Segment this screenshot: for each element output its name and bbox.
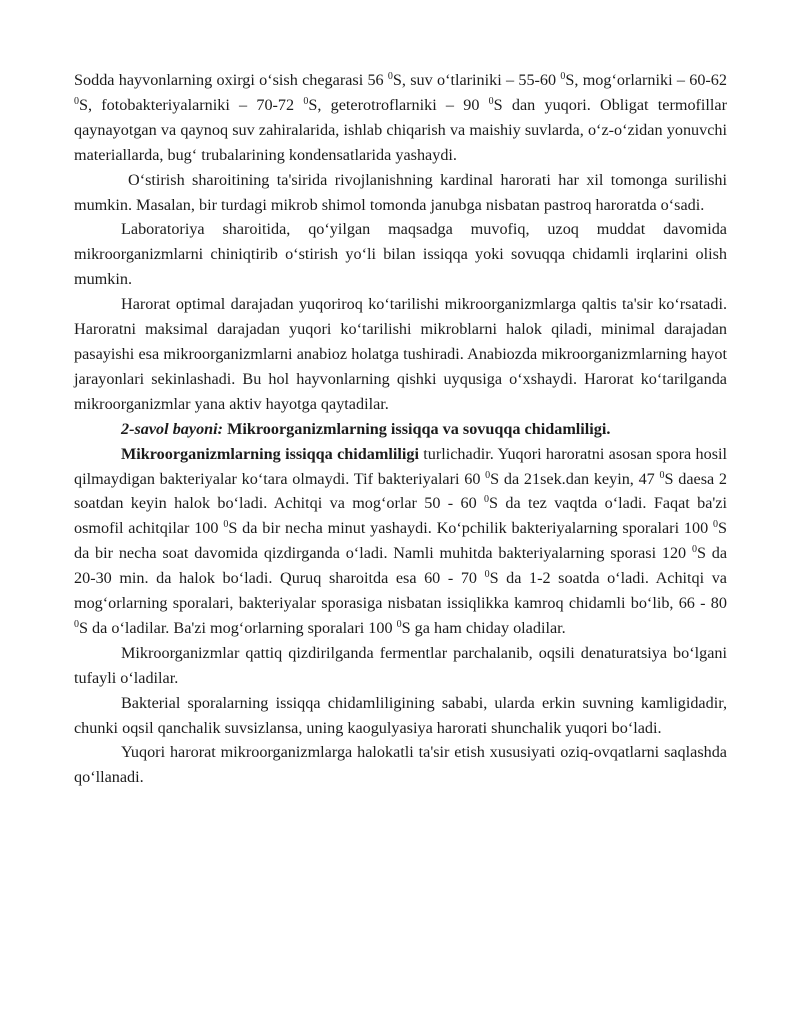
text-run: S, mog‘orlarniki – 60-62: [565, 71, 727, 89]
degree-sup: 0: [485, 469, 491, 481]
text-run: S da 20-30 min. da halok bo‘ladi. Quruq sharoitda esa 60 - 70: [74, 544, 727, 588]
paragraph-lead-term: Mikroorganizmlarning issiqqa chidamliligi: [121, 444, 419, 463]
paragraph-laboratory-conditions: Laboratoriya sharoitida, qo‘yilgan maqsadga muvofiq, uzoq muddat davomida mikroorganizmlarni chiniqtirib o‘stirish yo‘li bilan issiqqa yoki sovuqqa chidamli irqlarini olish mumkin.: [74, 220, 727, 289]
section-heading: [74, 417, 727, 442]
text-run: S daesa 2 soatdan keyin halok bo‘ladi. Achitqi va mog‘orlar 50 - 60: [74, 469, 728, 513]
degree-sup: 0: [691, 544, 697, 556]
degree-sup: 0: [488, 95, 494, 107]
degree-sup: 0: [560, 71, 566, 82]
degree-sup: 0: [659, 469, 665, 481]
degree-sup: 0: [387, 71, 393, 82]
degree-sup: 0: [396, 618, 402, 630]
text-run: S da 21sek.dan keyin, 47: [490, 469, 660, 488]
text-run: S, geterotroflarniki – 90: [308, 95, 489, 114]
paragraph-heat-resistance: [74, 442, 727, 641]
degree-sup: 0: [484, 569, 490, 581]
paragraph-optimal-temperature: Harorat optimal darajadan yuqoriroq ko‘tarilishi mikroorganizmlarga qaltis ta'sir ko‘rsatadi. Haroratni maksimal darajadan yuqori ko‘tarilishi mikroblarni halok qiladi, minimal darajadan pasayishi esa mikroorganizmlarni anabioz holatga tushiradi. Anabiozda mikroorganizmlarning hayot jarayonlari sekinlashadi. Bu hol hayvonlarning qishki uyqusiga o‘xshaydi. Harorat ko‘tarilganda mikroorganizmlar yana aktiv hayotga qaytadilar.: [74, 295, 727, 413]
question-label: 2-savol bayoni:: [121, 419, 224, 438]
section-title: Mikroorganizmlarning issiqqa va sovuqqa chidamliligi.: [223, 419, 611, 438]
degree-sup: 0: [303, 95, 309, 107]
text-run: turlichadir. Yuqori haroratni asosan spora hosil qilmaydigan bakteriyalar ko‘tara olmaydi. Tif bakteriyalari 60: [74, 444, 728, 488]
paragraph-cardinal-temperature: O‘stirish sharoitining ta'sirida rivojlanishning kardinal harorati har xil tomonga surilishi mumkin. Masalan, bir turdagi mikrob shimol tomonda janubga nisbatan pastroq haroratda o‘sadi.: [74, 170, 727, 214]
degree-sup: 0: [712, 519, 718, 531]
text-run: Sodda hayvonlarning oxirgi o‘sish chegarasi 56: [74, 71, 388, 89]
paragraph-growth-limits: [74, 68, 727, 168]
text-run: S ga ham chiday oladilar.: [401, 618, 566, 637]
document-page: [74, 68, 727, 790]
text-run: S da tez vaqtda o‘ladi. Faqat ba'zi osmofil achitqilar 100: [74, 494, 727, 538]
paragraph-food-preservation: Yuqori harorat mikroorganizmlarga halokatli ta'sir etish xususiyati oziq-ovqatlarni saqlashda qo‘llanadi.: [74, 743, 727, 787]
paragraph-protein-denaturation: Mikroorganizmlar qattiq qizdirilganda fermentlar parchalanib, oqsili denaturatsiya bo‘lgani tufayli o‘ladilar.: [74, 643, 727, 687]
text-run: S dan yuqori. Obligat termofillar qaynayotgan va qaynoq suv zahiralarida, ishlab chiqarish va maishiy suvlarda, o‘z-o‘zidan yonuvchi materiallarda, bug‘ trubalarining kondensatlarida yashaydi.: [74, 95, 727, 164]
degree-sup: 0: [74, 95, 79, 107]
text-run: S da 1-2 soatda o‘ladi. Achitqi va mog‘orlarning sporalari, bakteriyalar sporasiga nisbatan issiqlikka kamroq chidamli bo‘lib, 66 - 80: [74, 569, 727, 613]
text-run: S da bir necha soat davomida qizdirganda o‘ladi. Namli muhitda bakteriyalarning sporasi 120: [74, 519, 727, 563]
text-run: S da o‘ladilar. Ba'zi mog‘orlarning sporalari 100: [79, 618, 397, 637]
paragraph-spore-resistance: Bakterial sporalarning issiqqa chidamliligining sababi, ularda erkin suvning kamligidadir, chunki oqsil qanchalik suvsizlansa, uning kaogulyasiya harorati shunchalik yuqori bo‘ladi.: [74, 693, 727, 737]
text-run: S da bir necha minut yashaydi. Ko‘pchilik bakteriyalarning sporalari 100: [228, 519, 713, 538]
degree-sup: 0: [223, 519, 229, 531]
text-run: S, fotobakteriyalarniki – 70-72: [79, 95, 304, 114]
degree-sup: 0: [484, 494, 490, 506]
text-run: S, suv o‘tlariniki – 55-60: [392, 71, 561, 89]
degree-sup: 0: [74, 618, 79, 630]
